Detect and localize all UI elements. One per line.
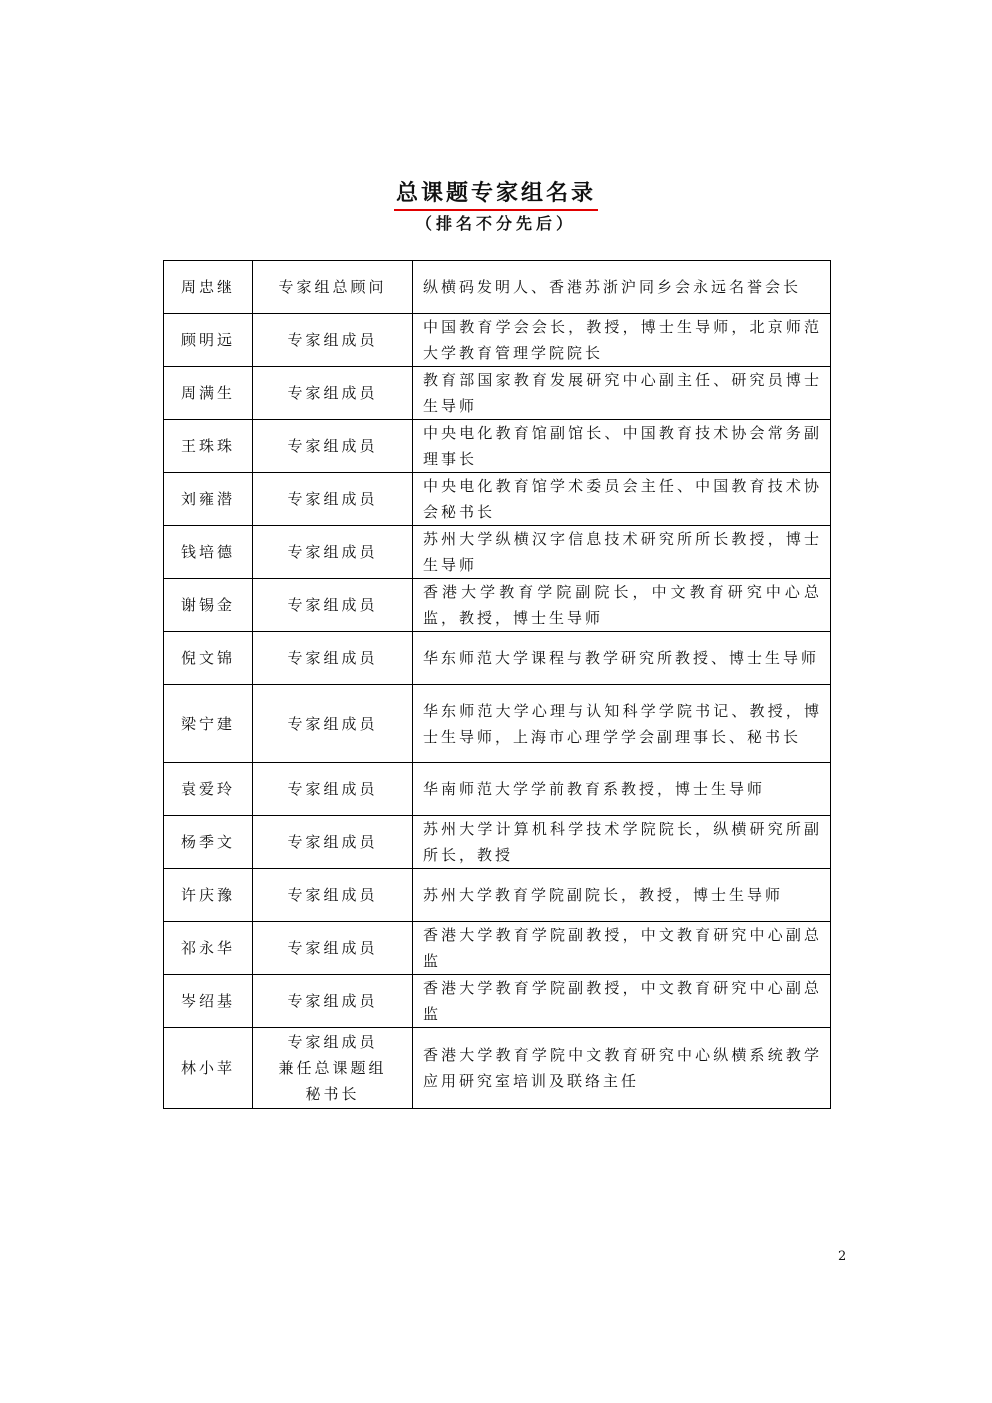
member-name: 林小苹: [164, 1028, 253, 1109]
member-role: 专家组成员: [253, 579, 413, 632]
member-role: 专家组成员: [253, 473, 413, 526]
table-row: [164, 314, 831, 367]
member-role: 专家组成员: [253, 526, 413, 579]
table-row: [164, 1028, 831, 1109]
member-role: 专家组成员: [253, 685, 413, 763]
member-description: 香港大学教育学院中文教育研究中心纵横系统教学应用研究室培训及联络主任: [413, 1028, 831, 1109]
member-name: 袁爱玲: [164, 763, 253, 816]
member-description: 香港大学教育学院副院长，中文教育研究中心总监，教授，博士生导师: [413, 579, 831, 632]
page-number: 2: [838, 1249, 847, 1264]
member-description: 教育部国家教育发展研究中心副主任、研究员博士生导师: [413, 367, 831, 420]
member-role-line: 专家组成员: [287, 1033, 378, 1051]
member-role: 专家组成员: [253, 632, 413, 685]
member-role: 专家组成员: [253, 816, 413, 869]
page-subtitle: （排名不分先后）: [415, 214, 576, 233]
member-name: 刘雍潜: [164, 473, 253, 526]
table-row: [164, 473, 831, 526]
member-description: 苏州大学计算机科学技术学院院长，纵横研究所副所长，教授: [413, 816, 831, 869]
member-role: 专家组成员: [253, 420, 413, 473]
member-name: 许庆豫: [164, 869, 253, 922]
member-name: 周忠继: [164, 261, 253, 314]
member-description: 中央电化教育馆副馆长、中国教育技术协会常务副理事长: [413, 420, 831, 473]
member-description: 华东师范大学课程与教学研究所教授、博士生导师: [413, 632, 831, 685]
member-description: 香港大学教育学院副教授，中文教育研究中心副总监: [413, 922, 831, 975]
table-row: [164, 420, 831, 473]
member-name: 周满生: [164, 367, 253, 420]
member-role-line: 秘书长: [305, 1085, 360, 1103]
member-name: 梁宁建: [164, 685, 253, 763]
member-role: 专家组总顾问: [253, 261, 413, 314]
member-role: 专家组成员: [253, 367, 413, 420]
member-description: 中央电化教育馆学术委员会主任、中国教育技术协会秘书长: [413, 473, 831, 526]
member-description: 纵横码发明人、香港苏浙沪同乡会永远名誉会长: [413, 261, 831, 314]
expert-roster-table: [163, 260, 831, 1109]
table-row: [164, 526, 831, 579]
member-role-line: 兼任总课题组: [278, 1059, 387, 1077]
member-name: 岑绍基: [164, 975, 253, 1028]
member-name: 杨季文: [164, 816, 253, 869]
member-name: 王珠珠: [164, 420, 253, 473]
member-description: 苏州大学教育学院副院长，教授，博士生导师: [413, 869, 831, 922]
member-role: 专家组成员: [253, 922, 413, 975]
page-title: [0, 176, 992, 211]
table-row: [164, 816, 831, 869]
member-name: 倪文锦: [164, 632, 253, 685]
member-name: 祁永华: [164, 922, 253, 975]
member-description: 香港大学教育学院副教授，中文教育研究中心副总监: [413, 975, 831, 1028]
member-role: [253, 1028, 413, 1109]
member-description: 中国教育学会会长，教授，博士生导师，北京师范大学教育管理学院院长: [413, 314, 831, 367]
member-description: 苏州大学纵横汉字信息技术研究所所长教授，博士生导师: [413, 526, 831, 579]
table-row: [164, 579, 831, 632]
table-row: [164, 632, 831, 685]
member-name: 顾明远: [164, 314, 253, 367]
table-row: [164, 261, 831, 314]
member-role: 专家组成员: [253, 975, 413, 1028]
member-role: 专家组成员: [253, 314, 413, 367]
member-name: 钱培德: [164, 526, 253, 579]
table-row: [164, 763, 831, 816]
member-description: 华南师范大学学前教育系教授，博士生导师: [413, 763, 831, 816]
table-row: [164, 367, 831, 420]
table-row: [164, 922, 831, 975]
member-role: 专家组成员: [253, 763, 413, 816]
table-row: [164, 975, 831, 1028]
page-title-text: 总课题专家组名录: [394, 176, 598, 211]
member-description: 华东师范大学心理与认知科学学院书记、教授，博士生导师，上海市心理学学会副理事长、秘书长: [413, 685, 831, 763]
member-role: 专家组成员: [253, 869, 413, 922]
table-row: [164, 685, 831, 763]
member-name: 谢锡金: [164, 579, 253, 632]
table-row: [164, 869, 831, 922]
